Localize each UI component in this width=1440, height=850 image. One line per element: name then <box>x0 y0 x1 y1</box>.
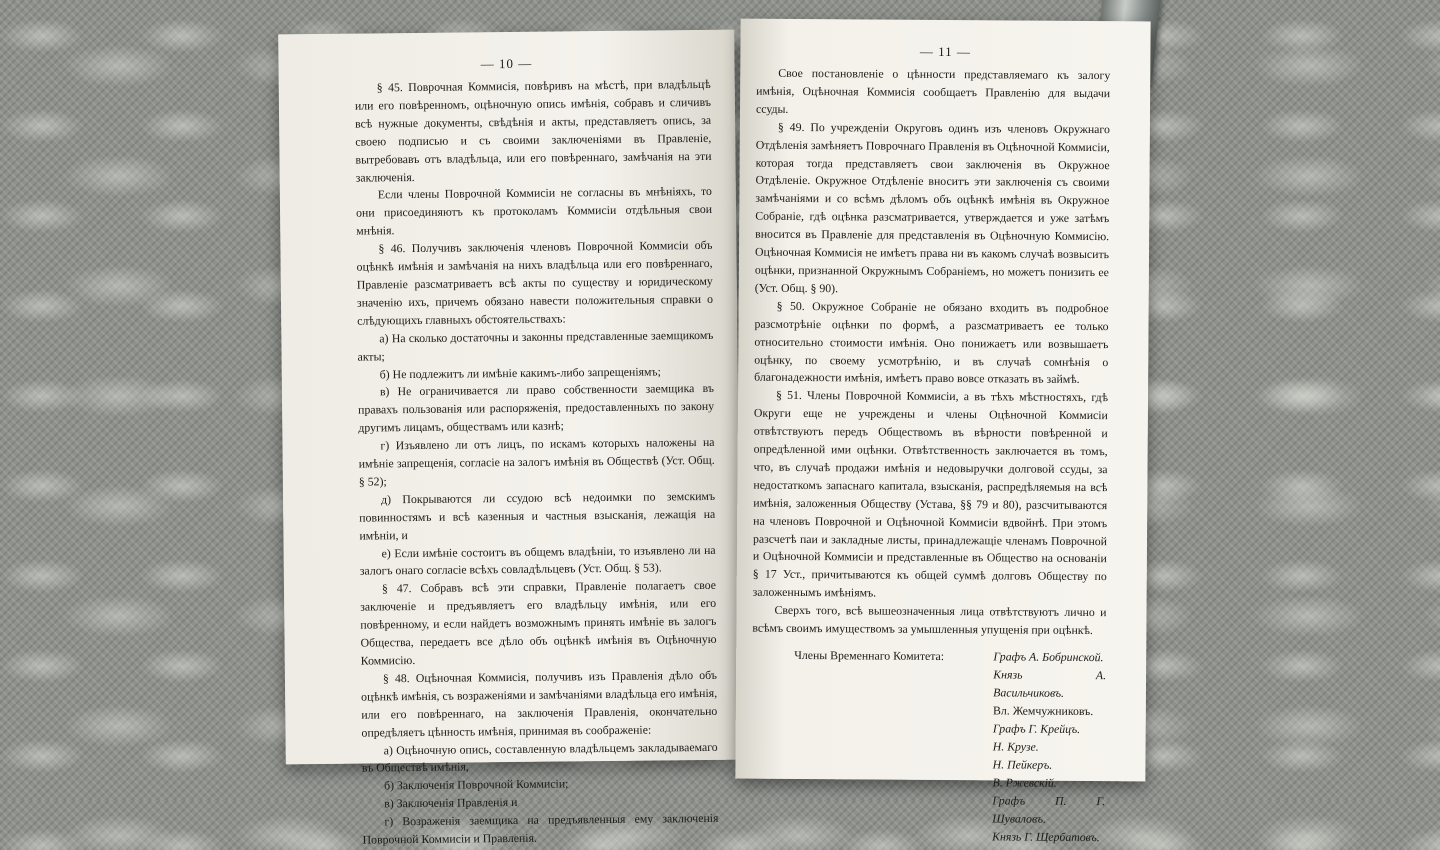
paragraph: § 49. По учрежденіи Округовъ одинъ изъ членовъ Окружнаго Отдѣленія замѣняетъ Поврочнаго Правленія въ Оцѣночной Коммисіи, которая тогда представляетъ свои заключенія въ Окружное Отдѣленіе. Окружное Отдѣленіе вноситъ эти заключенія съ своими замѣчаніями и со всѣмъ дѣломъ объ оцѣнкѣ имѣнія въ Окружное Собраніе, гдѣ оцѣнка разсматривается, утверждается и уже затѣмъ вносится въ Правленіе для представленія въ Оцѣночную Коммисію. Оцѣночная Коммисія не имѣетъ права ни въ какомъ случаѣ возвысить оцѣнки, признанной Окружнымъ Собраніемъ, но можетъ понизить ее (Уст. Общ. § 90). <box>754 119 1110 296</box>
list-item: б) Не подлежитъ ли имѣніе какимъ-либо запрещеніямъ; <box>379 363 661 381</box>
signatory-name: Н. Пейкеръ. <box>992 757 1053 772</box>
signature-label: Члены Временнаго Комитета: <box>794 647 945 664</box>
paragraph: § 48. Оцѣночная Коммисія, получивъ изъ Правленія дѣло объ оцѣнкѣ имѣнія, съ возраженіями и замѣчаніями владѣльца его имѣнія, или его повѣреннаго, на заключенія Правленія, окончательно опредѣляетъ цѣнность имѣнія, принимая въ соображеніе: <box>361 667 718 740</box>
signatory-name: Графъ А. Бобринской. <box>993 649 1104 665</box>
list-item: а) Оцѣночную опись, составленную владѣльцемъ закладываемаго въ Обществѣ имѣнія, <box>361 739 718 776</box>
list-item: а) На сколько достаточны и законны представленные заемщикомъ акты; <box>357 327 714 364</box>
signatory-name: Князь А. Васильчиковъ. <box>993 667 1107 700</box>
paragraph: § 46. Получивъ заключенія членовъ Поврочной Коммисіи объ оцѣнкѣ имѣнія и замѣчанія на нихъ владѣльца или его повѣреннаго, Правленіе разсматриваетъ всѣ акты по существу и юридическому значенію ихъ, причемъ обязано навести положительныя справки о слѣдующихъ главныхъ обстоятельствахъ: <box>356 238 714 328</box>
signature-names <box>992 647 1106 846</box>
paragraph: § 45. Поврочная Коммисія, повѣривъ на мѣстѣ, при владѣльцѣ или его повѣренномъ, оцѣночную опись имѣнія, собравъ и сличивъ всѣ нужные документы, свѣдѣнія и акты, представляетъ опись, за своею подписью и съ своими заключеніями въ Правленіе, вытребовавъ отъ владѣльца, или его повѣреннаго, замѣчанія на эти заключенія. <box>354 76 712 185</box>
signatory-name: Графъ Г. Крейцъ. <box>992 721 1081 736</box>
right-page <box>735 19 1150 845</box>
paragraph: Сверхъ того, всѣ вышеозначенныя лица отвѣтствуютъ лично и всѣмъ своимъ имуществомъ за умышленныя упущенія при оцѣнкѣ. <box>752 603 1107 638</box>
list-item: е) Если имѣніе состоитъ въ общемъ владѣніи, то изъявлено ли на залогъ онаго согласіе всѣхъ совладѣльцевъ (Уст. Общ. § 53). <box>359 542 716 579</box>
paragraph: § 47. Собравъ всѣ эти справки, Правленіе полагаетъ свое заключеніе и предъявляетъ его владѣльцу имѣнія, или его повѣренному, и если найдетъ возможнымъ принять имѣніе въ залогъ Общества, передаетъ все дѣло объ оцѣнкѣ имѣнія въ Оцѣночную Коммисію. <box>360 578 717 668</box>
page-body <box>279 76 743 850</box>
list-item: в) Заключенія Правленія и <box>384 795 518 811</box>
signature-block <box>751 646 1106 846</box>
signatory-name: Князь Г. Щербатовъ. <box>992 829 1100 845</box>
page-number: — 10 — <box>480 55 533 72</box>
left-page <box>278 30 742 847</box>
list-item: д) Покрываются ли ссудою всѣ недоимки по земскимъ повинностямъ и всѣ казенныя и частныя взысканія, лежащія на имѣніи, и <box>359 488 716 543</box>
list-item: г) Изъявлено ли отъ лицъ, по искамъ которыхъ наложены на имѣніе запрещенія, согласіе на залогъ имѣнія въ Обществѣ (Уст. Общ. § 52); <box>358 434 715 489</box>
signatory-name: Графъ П. Г. Шуваловъ. <box>992 793 1106 826</box>
list-item: б) Заключенія Поврочной Коммисіи; <box>383 776 569 793</box>
page-body <box>735 65 1150 847</box>
paragraph: § 51. Члены Поврочной Коммисіи, а въ тѣхъ мѣстностяхъ, гдѣ Округи еще не учреждены и члены Оцѣночной Коммисіи отвѣтствуютъ передъ Обществомъ въ вѣрности повѣренной и опредѣленной ими оцѣнки. Отвѣтственность заключается въ томъ, что, въ случаѣ продажи имѣнія и недовыручки долговой ссуды, за недостаткомъ запаснаго капитала, взысканія, распредѣляемыя на всѣ имѣнія, заложенныя Обществу (Устава, §§ 79 и 80), разсчитываются на членовъ Поврочной и Оцѣночной Коммисіи вдвойнѣ. При этомъ разсчетѣ паи и закладные листы, принадлежащіе членамъ Поврочной и Оцѣночной Коммисіи и представленные въ Общество на основаніи § 17 Уст., причитываются къ общей суммѣ долговъ Обществу по заложеннымъ имѣніямъ. <box>752 388 1109 600</box>
paragraph: Свое постановленіе о цѣнности представляемаго къ залогу имѣнія, Оцѣночная Коммисія сообщаетъ Правленію для выдачи ссуды. <box>755 65 1111 116</box>
page-number: — 11 — <box>919 43 972 60</box>
paragraph: Если члены Поврочной Коммисіи не согласны въ мнѣніяхъ, то они присоединяютъ къ протоколамъ Коммисіи отдѣльныя свои мнѣнія. <box>355 184 713 238</box>
signatory-name: Вл. Жемчужниковъ. <box>993 703 1094 719</box>
list-item: г) Возраженія заемщика на предъявленныя ему заключенія Поврочной Коммисіи и Правленія. <box>362 810 719 847</box>
paragraph: § 50. Окружное Собраніе не обязано входить въ подробное разсмотрѣніе оцѣнки по формѣ, а разсматриваетъ ее только относительно стоимости имѣнія. Оно понижаетъ или возвышаетъ оцѣнку, по своему усмотрѣнію, и въ случаѣ сомнѣнія о благонадежности имѣнія, имѣетъ право вовсе отказать въ займѣ. <box>754 298 1109 387</box>
signatory-name: Н. Крузе. <box>992 739 1039 754</box>
signatory-name: В. Ржевскій. <box>992 775 1057 790</box>
list-item: в) Не ограничивается ли право собственности заемщика въ правахъ пользованія или распоряженія, предоставленныхъ по закону другимъ лицамъ, обществамъ или казнѣ; <box>358 381 715 435</box>
